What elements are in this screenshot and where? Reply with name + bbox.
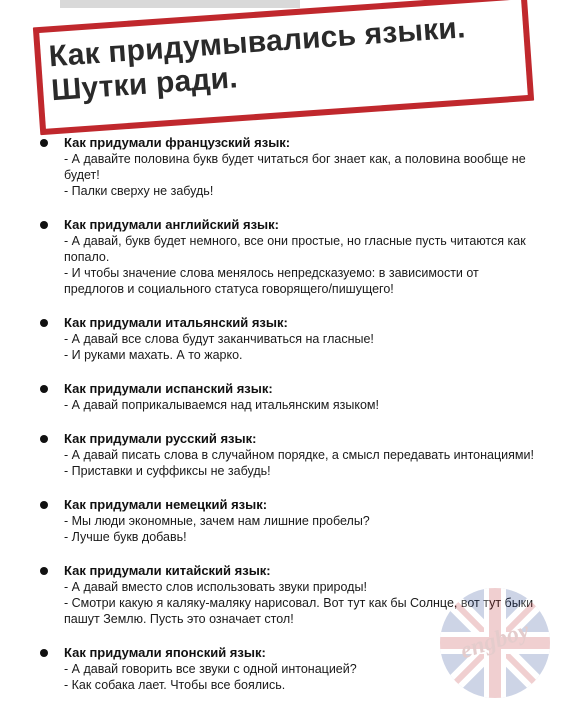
item-line: - И руками махать. А то жарко.: [64, 348, 243, 362]
item-title: Как придумали японский язык:: [64, 645, 266, 660]
item-title: Как придумали английский язык:: [64, 217, 279, 232]
bullet-icon: [40, 319, 48, 327]
item-line: - Смотри какую я каляку-маляку нарисовал. Вот тут как бы Солнце, вот тут быки пашут Землю. Пусть это означает стол!: [64, 596, 534, 626]
item-line: - А давай все слова будут заканчиваться на гласные!: [64, 332, 374, 346]
item-line: - А давайте половина букв будет читаться бог знает как, а половина вообще не будет!: [64, 152, 526, 182]
title-line-2: Шутки ради.: [50, 61, 239, 108]
list-item-russian: [0, 430, 564, 479]
bullet-icon: [40, 385, 48, 393]
item-title: Как придумали итальянский язык:: [64, 315, 288, 330]
item-line: - Палки сверху не забудь!: [64, 184, 214, 198]
list-item-chinese: [0, 562, 564, 627]
item-line: - А давай, букв будет немного, все они простые, но гласные пусть читаются как попало.: [64, 234, 526, 264]
bullet-icon: [40, 221, 48, 229]
item-line: - А давай писать слова в случайном порядке, а смысл передавать интонациями!: [64, 448, 534, 462]
item-line: - А давай поприкалываемся над итальянским языком!: [64, 398, 379, 412]
item-line: - Мы люди экономные, зачем нам лишние пробелы?: [64, 514, 370, 528]
item-title: Как придумали французский язык:: [64, 135, 291, 150]
list-item-french: [0, 134, 564, 199]
item-title: Как придумали русский язык:: [64, 431, 257, 446]
list-item-japanese: [0, 644, 564, 693]
item-line: - И чтобы значение слова менялось непредсказуемо: в зависимости от предлогов и социального статуса говорящего/пишущего!: [64, 266, 479, 296]
item-line: - Как собака лает. Чтобы все боялись.: [64, 678, 286, 692]
item-line: - Лучше букв добавь!: [64, 530, 187, 544]
item-line: - А давай вместо слов использовать звуки природы!: [64, 580, 367, 594]
top-decor-strip: [60, 0, 300, 8]
list-item-english: [0, 216, 564, 297]
bullet-icon: [40, 139, 48, 147]
bullet-icon: [40, 501, 48, 509]
item-line: - Приставки и суффиксы не забудь!: [64, 464, 271, 478]
title-banner: [33, 0, 534, 135]
list-item-spanish: [0, 380, 564, 413]
watermark-text: engboy: [457, 617, 533, 665]
item-title: Как придумали немецкий язык:: [64, 497, 268, 512]
item-line: - А давай говорить все звуки с одной интонацией?: [64, 662, 357, 676]
item-title: Как придумали испанский язык:: [64, 381, 273, 396]
language-list: [0, 134, 564, 710]
bullet-icon: [40, 649, 48, 657]
bullet-icon: [40, 435, 48, 443]
title-line-1: Как придумывались языки.: [47, 11, 467, 74]
item-title: Как придумали китайский язык:: [64, 563, 271, 578]
list-item-italian: [0, 314, 564, 363]
bullet-icon: [40, 567, 48, 575]
list-item-german: [0, 496, 564, 545]
